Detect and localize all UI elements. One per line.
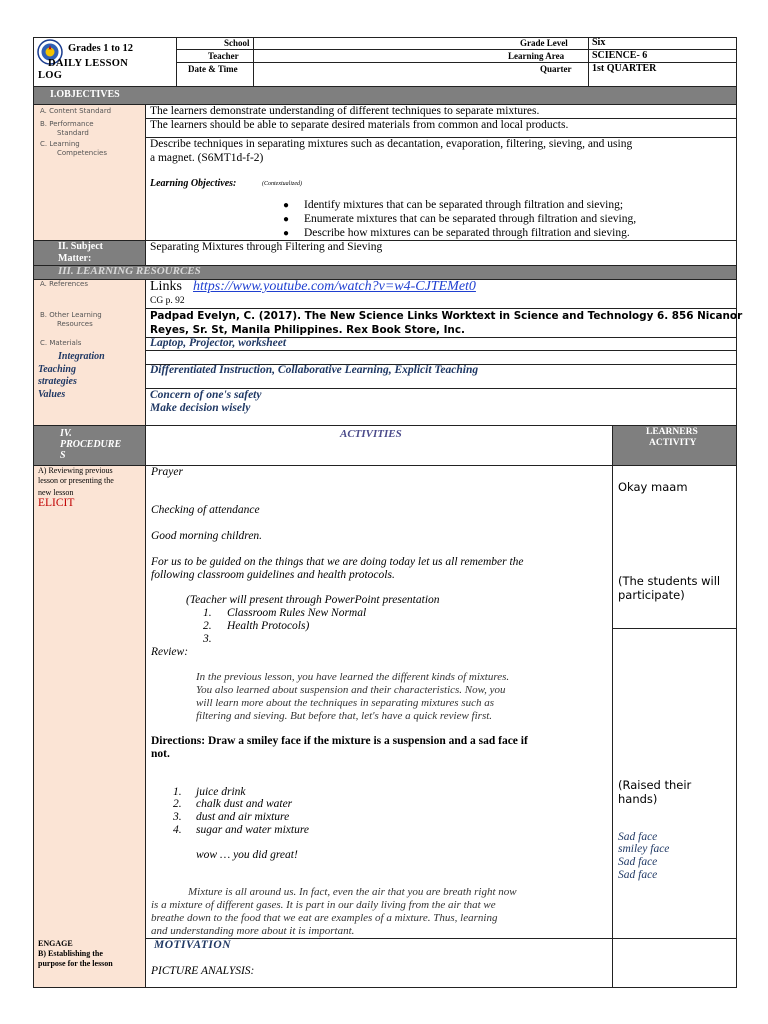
motivation-heading: MOTIVATION (154, 939, 231, 951)
procedures-label-2: PROCEDURE (60, 439, 122, 450)
performance-standard-label-1: B. Performance (40, 120, 94, 128)
review-label: Review: (151, 646, 189, 658)
mixture-item: sugar and water mixture (196, 824, 309, 836)
learning-objectives-note: (Contextualized) (262, 181, 302, 187)
integration-label: Integration (58, 351, 105, 362)
ppt-text: (Teacher will present through PowerPoint presentation (186, 594, 440, 606)
review-line: In the previous lesson, you have learned the different kinds of mixtures. (196, 671, 510, 683)
mixture-paragraph-line: breathe down to the food that we eat are examples of a mixture. Thus, learning (151, 912, 498, 924)
directions-text-1: Directions: Draw a smiley face if the mixture is a suspension and a sad face if (151, 735, 528, 747)
learner-face-answer: Sad face (618, 831, 658, 843)
mixture-paragraph-line: Mixture is all around us. In fact, even the air that you are breath right now (188, 886, 517, 898)
review-line: will learn more about the techniques in separating mixtures such as (196, 697, 494, 709)
lo-item: Describe how mixtures can be separated through filtration and sieving. (304, 227, 630, 239)
lo-bullet-icon: ● (283, 214, 290, 225)
ppt-item: Classroom Rules New Normal (227, 607, 367, 619)
mixture-item: chalk dust and water (196, 798, 293, 810)
quarter-label: Quarter (540, 64, 572, 74)
strategies-label-1: Teaching (38, 364, 76, 375)
learner-response: (Raised their (618, 778, 692, 792)
subject-matter-text: Separating Mixtures through Filtering and Sieving (150, 241, 383, 253)
values-text-2: Make decision wisely (150, 402, 251, 414)
learners-heading-1: LEARNERS (646, 427, 698, 437)
review-line: You also learned about suspension and their characteristics. Now, you (196, 684, 506, 696)
strategies-text: Differentiated Instruction, Collaborative Learning, Explicit Teaching (150, 364, 479, 376)
praise-text: wow … you did great! (196, 849, 298, 861)
mixture-paragraph-line: and understanding more about it is important. (151, 925, 355, 937)
subject-matter-label-1: II. Subject (58, 241, 104, 252)
quarter-value: 1st QUARTER (592, 63, 657, 74)
guidelines-text-2: following classroom guidelines and health protocols. (151, 569, 395, 581)
step-a-label-1: A) Reviewing previous (38, 466, 113, 475)
mixture-paragraph-line: is a mixture of different gases. It is part in our daily living from the air that we (151, 899, 496, 911)
mixture-number: 4. (173, 824, 182, 836)
guidelines-text-1: For us to be guided on the things that we are doing today let us all remember the (151, 556, 524, 568)
learner-response: participate) (618, 588, 685, 602)
ppt-item-number: 1. (203, 607, 212, 619)
other-resources-text-2: Reyes, Sr. St, Manila Philippines. Rex Book Store, Inc. (150, 324, 465, 336)
teacher-label: Teacher (208, 51, 239, 61)
mixture-number: 2. (173, 798, 182, 810)
lo-bullet-icon: ● (283, 228, 290, 239)
other-resources-text-1: Padpad Evelyn, C. (2017). The New Science Links Worktext in Science and Technology 6. 856 Nicanor (150, 310, 743, 322)
subject-matter-label-2: Matter: (58, 253, 92, 264)
learner-face-answer: Sad face (618, 869, 658, 881)
content-standard-label: A. Content Standard (40, 107, 112, 115)
competencies-label-2: Competencies (57, 149, 107, 157)
dll-title-line2: LOG (38, 70, 63, 81)
performance-standard-text: The learners should be able to separate desired materials from common and local products. (150, 119, 569, 131)
dll-title-line1: DAILY LESSON (48, 58, 129, 69)
learning-area-label: Learning Area (508, 51, 565, 61)
performance-standard-label-2: Standard (57, 129, 89, 137)
ppt-item: Health Protocols) (227, 620, 310, 632)
greeting-text: Good morning children. (151, 530, 263, 542)
procedures-label-3: S (60, 450, 66, 461)
competencies-label-1: C. Learning (40, 140, 80, 148)
date-time-label: Date & Time (188, 64, 238, 74)
learning-area-value: SCIENCE- 6 (592, 50, 648, 61)
mixture-item: dust and air mixture (196, 811, 290, 823)
activities-heading: ACTIVITIES (340, 428, 402, 440)
ppt-item-number: 2. (203, 620, 212, 632)
mixture-number: 1. (173, 786, 182, 798)
lo-item: Identify mixtures that can be separated through filtration and sieving; (304, 199, 624, 211)
mixture-number: 3. (173, 811, 182, 823)
learner-response: (The students will (618, 574, 721, 588)
other-resources-label-1: B. Other Learning (40, 311, 102, 319)
step-a-label-3: new lesson (38, 488, 74, 497)
prayer-text: Prayer (151, 466, 183, 478)
objectives-heading: I.OBJECTIVES (50, 89, 120, 100)
materials-text: Laptop, Projector, worksheet (150, 337, 287, 349)
lo-item: Enumerate mixtures that can be separated through filtration and sieving, (304, 213, 637, 225)
strategies-label-2: strategies (38, 376, 77, 387)
elicit-label: ELICIT (38, 497, 75, 509)
cg-page: CG p. 92 (150, 296, 185, 306)
competencies-text-1: Describe techniques in separating mixtures such as decantation, evaporation, filtering, sieving, and using (150, 138, 633, 150)
procedures-label-1: IV. (60, 428, 72, 439)
step-b-label-1: B) Establishing the (38, 949, 103, 958)
lo-bullet-icon: ● (283, 200, 290, 211)
grade-level-label: Grade Level (520, 38, 568, 48)
learner-response: hands) (618, 792, 658, 806)
values-text-1: Concern of one's safety (150, 389, 262, 401)
school-label: School (224, 38, 250, 48)
learner-face-answer: Sad face (618, 856, 658, 868)
attendance-text: Checking of attendance (151, 504, 260, 516)
review-line: filtering and sieving. But before that, let's have a quick review first. (196, 710, 493, 722)
learning-objectives-label: Learning Objectives: (150, 178, 237, 189)
engage-label: ENGAGE (38, 939, 73, 948)
reference-link[interactable]: https://www.youtube.com/watch?v=w4-CJTEMet0 (193, 279, 476, 294)
resources-heading: III. LEARNING RESOURCES (58, 265, 201, 277)
values-label: Values (38, 389, 66, 400)
learners-heading-2: ACTIVITY (649, 438, 697, 448)
competencies-text-2: a magnet. (S6MT1d-f-2) (150, 152, 264, 164)
ppt-item-number: 3. (203, 633, 212, 645)
references-label: A. References (40, 280, 89, 288)
content-standard-text: The learners demonstrate understanding of different techniques to separate mixtures. (150, 105, 540, 117)
materials-label: C. Materials (40, 339, 82, 347)
learner-face-answer: smiley face (618, 843, 670, 855)
picture-analysis-text: PICTURE ANALYSIS: (151, 965, 255, 977)
learner-response: Okay maam (618, 480, 688, 494)
links-label: Links (150, 279, 182, 294)
grades-title: Grades 1 to 12 (68, 43, 134, 54)
step-a-label-2: lesson or presenting the (38, 476, 114, 485)
step-b-label-2: purpose for the lesson (38, 959, 113, 968)
directions-text-2: not. (151, 748, 170, 760)
grade-level-value: Six (592, 37, 606, 48)
other-resources-label-2: Resources (57, 320, 93, 328)
mixture-item: juice drink (196, 786, 246, 798)
